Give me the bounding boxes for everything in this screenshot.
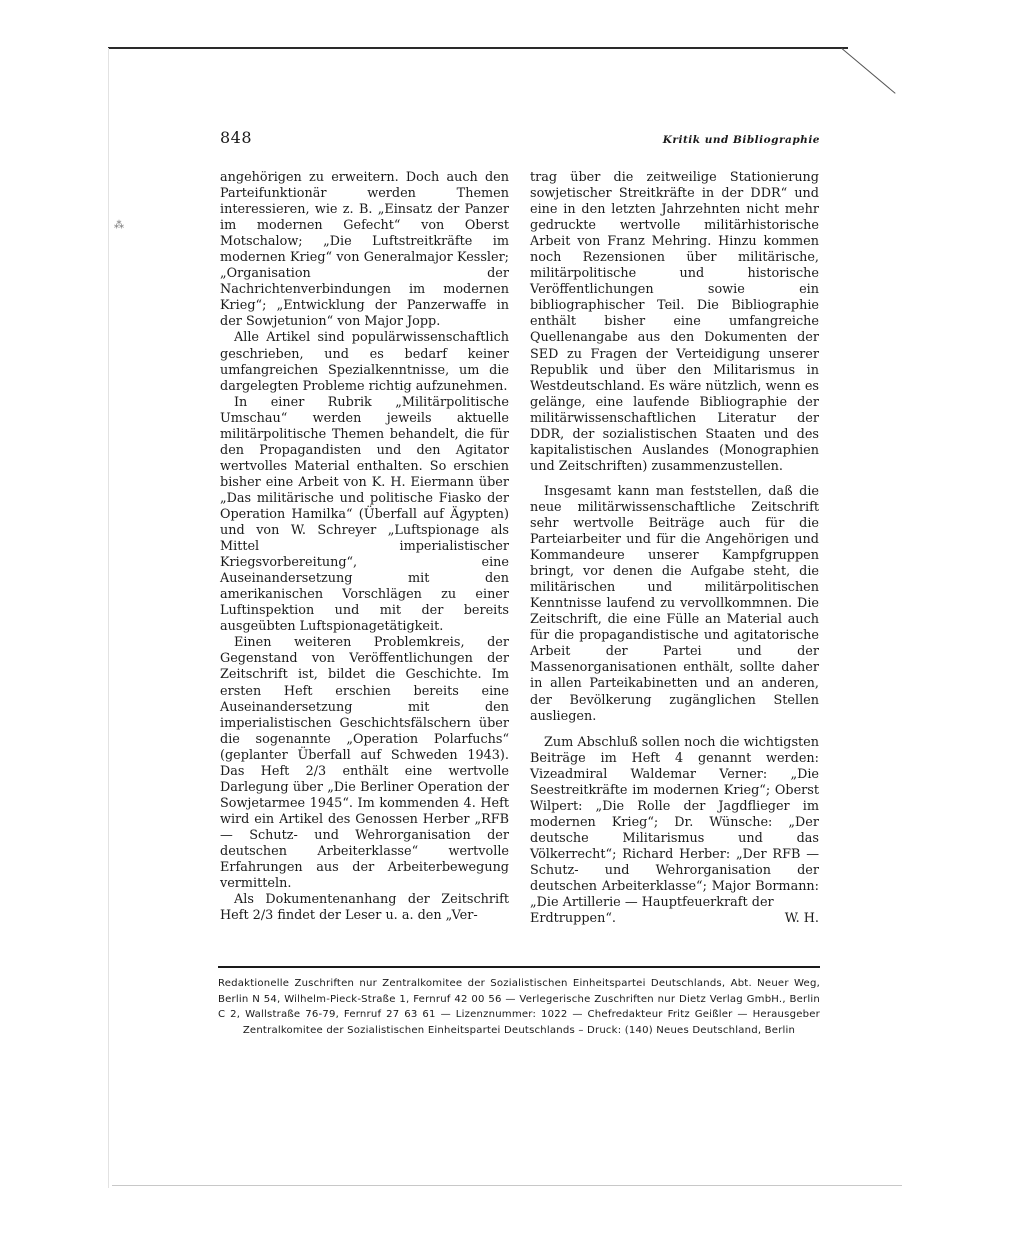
paragraph: Alle Artikel sind populärwissenschaftlich geschrieben, und es bedarf keiner umfangreichen Spezialkenntnisse, um die dargelegten Probleme richtig aufzunehmen.	[220, 330, 509, 394]
left-column	[220, 170, 509, 924]
scan-speck: ⁂	[114, 220, 124, 231]
paragraph: trag über die zeitweilige Stationierung sowjetischer Streitkräfte in der DDR“ und eine in den letzten Jahrzehnten nicht mehr gedruckte wertvolle militärhistorische Arbeit von Franz Mehring. Hinzu kommen noch Rezensionen über militärische, militärpolitische und historische Veröffentlichungen sowie ein bibliographischer Teil. Die Bibliographie enthält bisher eine umfangreiche Quellenangabe aus den Dokumenten der SED zu Fragen der Verteidigung unserer Republik und über den Militarismus in Westdeutschland. Es wäre nützlich, wenn es gelänge, eine laufende Bibliographie der militärwissenschaftlichen Literatur der DDR, der sozialistischen Staaten und des kapitalistischen Auslandes (Monographien und Zeitschriften) zusammenzustellen.	[530, 170, 819, 474]
scan-edge-left	[108, 48, 109, 1188]
page-number: 848	[220, 128, 253, 147]
right-column	[530, 170, 819, 927]
running-head: Kritik und Bibliographie	[662, 134, 820, 146]
paragraph: Zum Abschluß sollen noch die wichtigsten Beiträge im Heft 4 genannt werden: Vizeadmiral Waldemar Verner: „Die Seestreitkräfte im modernen Krieg“; Oberst Wilpert: „Die Rolle der Jagdflieger im modernen Krieg“; Dr. Wünsche: „Der deutsche Militarismus und das Völkerrecht“; Richard Herber: „Der RFB — Schutz- und Wehrorganisation der deutschen Arbeiterklasse“; Major Bormann: „Die Artillerie — Hauptfeuerkraft der	[530, 734, 819, 911]
paragraph: Insgesamt kann man feststellen, daß die neue militärwissenschaftliche Zeitschrift sehr wertvolle Beiträge auch für die Parteiarbeiter und für die Angehörigen und Kommandeure unserer Kampfgruppen bringt, vor denen die Aufgabe steht, die militärischen und militärpolitischen Kenntnisse laufend zu vervollkommnen. Die Zeitschrift, die eine Fülle an Material auch für die propagandistische und agitatorische Arbeit der Partei und der Massenorganisationen enthält, sollte daher in allen Parteikabinetten und an anderen, der Bevölkerung zugänglichen Stellen ausliegen.	[530, 483, 819, 724]
scan-edge-bottom	[112, 1185, 902, 1186]
paragraph: angehörigen zu erweitern. Doch auch den Parteifunktionär werden Themen interessieren, wie z. B. „Einsatz der Panzer im modernen Gefecht“ von Oberst Motschalow; „Die Luftstreitkräfte im modernen Krieg“ von Generalmajor Kessler; „Organisation der Nachrichtenverbindungen im modernen Krieg“; „Entwicklung der Panzerwaffe in der Sowjetunion“ von Major Jopp.	[220, 170, 509, 330]
scan-edge-top	[108, 47, 848, 49]
paragraph: In einer Rubrik „Militärpolitische Umschau“ werden jeweils aktuelle militärpolitische Themen behandelt, die für den Propagandisten und den Agitator wertvolles Material enthalten. So erschien bisher eine Arbeit von K. H. Eiermann über „Das militärische und politische Fiasko der Operation Hamilka“ (Überfall auf Ägypten) und von W. Schreyer „Luftspionage als Mittel imperialistischer Kriegsvorbereitung“, eine Auseinandersetzung mit den amerikanischen Vorschlägen zu einer Luftinspektion und mit der bereits ausgeübten Luftspionagetätigkeit.	[220, 394, 509, 635]
paragraph: Als Dokumentenanhang der Zeitschrift Heft 2/3 findet der Leser u. a. den „Ver-	[220, 892, 509, 924]
footer-rule	[218, 966, 820, 968]
scan-edge-corner	[841, 48, 895, 94]
closing-line	[530, 911, 819, 927]
paragraph: Einen weiteren Problemkreis, der Gegenstand von Veröffentlichungen der Zeitschrift ist, bildet die Geschichte. Im ersten Heft erschien bereits eine Auseinandersetzung mit den imperialistischen Geschichtsfälschern über die sogenannte „Operation Polarfuchs“ (geplanter Überfall auf Schweden 1943). Das Heft 2/3 enthält eine wertvolle Darlegung über „Die Berliner Operation der Sowjetarmee 1945“. Im kommenden 4. Heft wird ein Artikel des Genossen Herber „RFB — Schutz- und Wehrorganisation der deutschen Arbeiterklasse“ wertvolle Erfahrungen aus der Arbeiterbewegung vermitteln.	[220, 635, 509, 892]
closing-text: Erdtruppen“.	[530, 911, 616, 927]
author-signature: W. H.	[784, 911, 819, 927]
imprint: Redaktionelle Zuschriften nur Zentralkomitee der Sozialistischen Einheitspartei Deutschlands, Abt. Neuer Weg, Berlin N 54, Wilhelm-Pieck-Straße 1, Fernruf 42 00 56 — Verlegerische Zuschriften nur Dietz Verlag GmbH., Berlin C 2, Wallstraße 76-79, Fernruf 27 63 61 — Lizenznummer: 1022 — Chefredakteur Fritz Geißler — Herausgeber Zentralkomitee der Sozialistischen Einheitspartei Deutschlands – Druck: (140) Neues Deutschland, Berlin	[218, 978, 820, 1037]
